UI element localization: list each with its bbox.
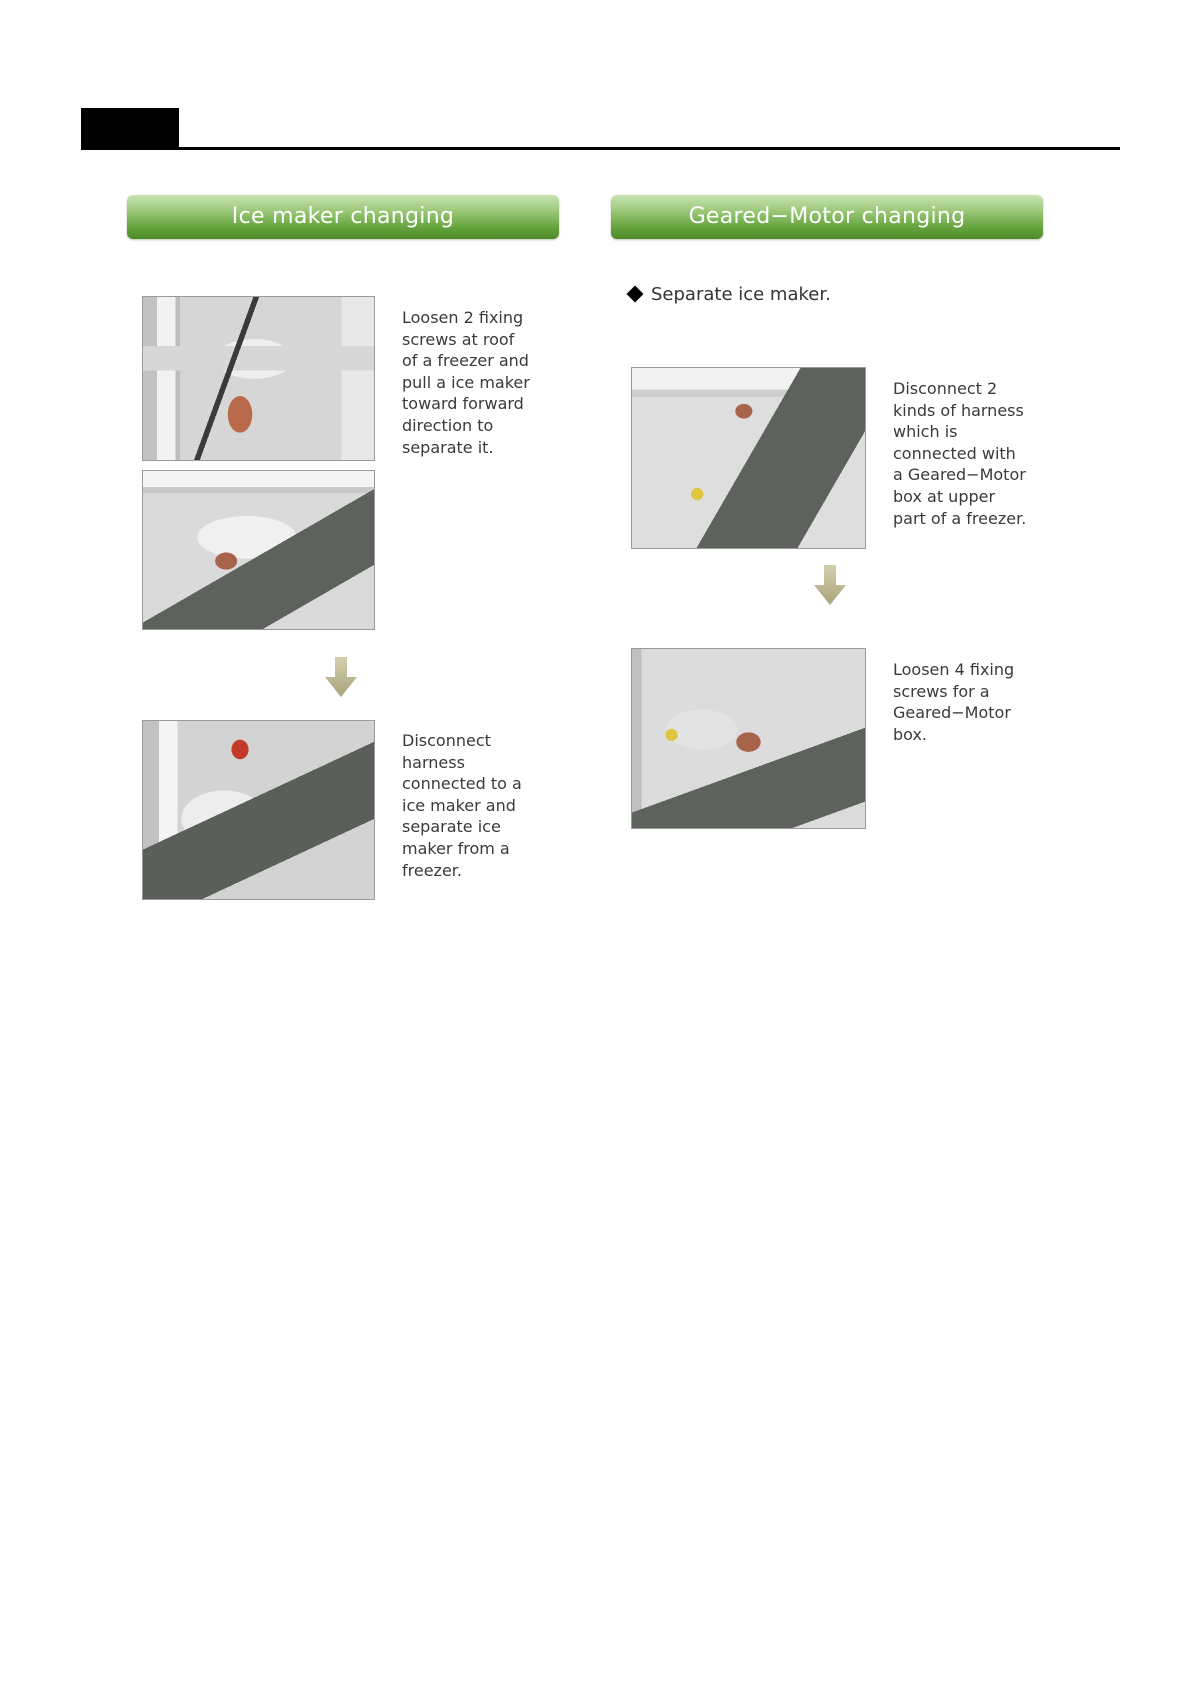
header-rule	[81, 147, 1120, 150]
section-title-geared-motor: Geared−Motor changing	[611, 195, 1043, 239]
photo-loosen-screws	[142, 296, 375, 461]
diamond-icon	[627, 286, 644, 303]
arrow-down-icon	[812, 565, 848, 605]
step-text-loosen-screws: Loosen 2 fixing screws at roof of a freezer and pull a ice maker toward forward direction to separate it.	[402, 308, 530, 457]
step-text-disconnect-harness: Disconnect harness connected to a ice maker and separate ice maker from a freezer.	[402, 731, 522, 880]
step-text-loosen-motor-screws: Loosen 4 fixing screws for a Geared−Motor box.	[893, 660, 1015, 744]
bullet-text-separate-ice-maker: Separate ice maker.	[651, 284, 831, 305]
photo-disconnect-harness	[142, 720, 375, 900]
photo-disconnect-motor-harness	[631, 367, 866, 549]
photo-loosen-motor-screws	[631, 648, 866, 829]
arrow-down-icon	[323, 657, 359, 697]
section-title-ice-maker: Ice maker changing	[127, 195, 559, 239]
step-text-disconnect-motor-harness: Disconnect 2 kinds of harness which is connected with a Geared−Motor box at upper part of a freezer.	[893, 379, 1027, 528]
photo-pull-ice-maker	[142, 470, 375, 630]
header-tab-block	[81, 108, 179, 150]
